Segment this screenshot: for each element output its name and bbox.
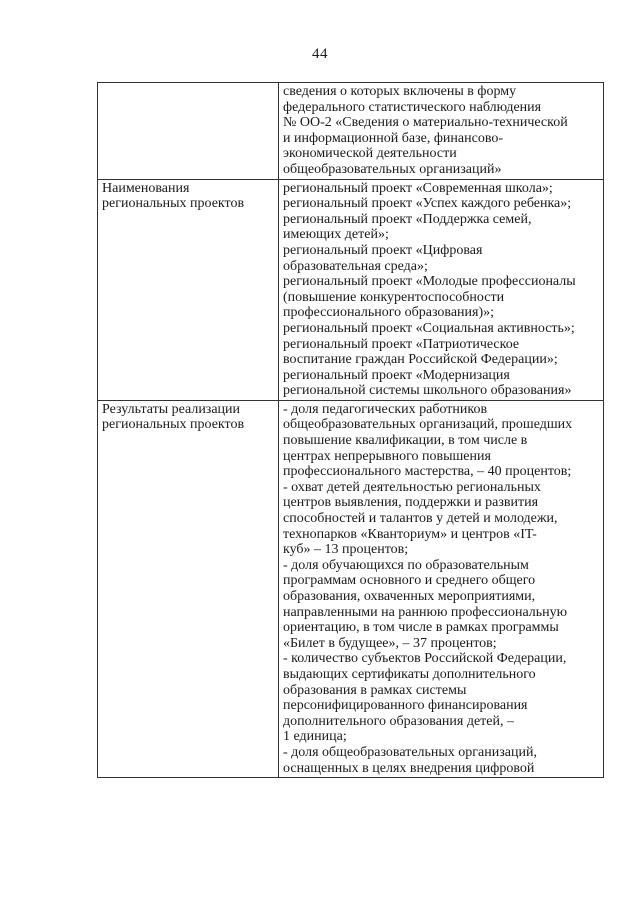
row-content-line: 1 единица; [283,729,347,745]
row-content-line: региональный проект «Успех каждого ребенка»; [283,196,572,212]
row-content-line: оснащенных в целях внедрения цифровой [283,760,535,776]
row-label-cell [98,400,279,777]
row-content-line: повышение квалификации, в том числе в [283,433,528,449]
row-content-line: персонифицированного финансирования [283,698,528,714]
row-content-line: и информационной базе, финансово- [283,130,504,146]
row-content-line: экономической деятельности [283,146,457,162]
row-content-line: дополнительного образования детей, – [283,713,514,729]
row-content-line: федерального статистического наблюдения [283,99,542,115]
row-content-line: региональный проект «Патриотическое [283,336,520,352]
row-content-line: - охват детей деятельностью региональных [283,479,541,495]
row-content-line: способностей и талантов у детей и молодежи, [283,511,558,527]
row-content-line: технопарков «Кванториум» и центров «IT- [283,526,537,542]
table-row [98,400,604,777]
row-content-line: профессионального образования)»; [283,305,495,321]
row-content-line: выдающих сертификаты дополнительного [283,666,536,682]
row-label-line: региональных проектов [102,417,245,433]
row-content-line: куб» – 13 процентов; [283,542,409,558]
row-content-line: общеобразовательных организаций, прошедших [283,417,573,433]
row-content-line: региональный проект «Поддержка семей, [283,211,532,227]
row-content-line: региональный проект «Модернизация [283,367,510,383]
row-content-cell [279,400,604,777]
row-content-line: ориентацию, в том числе в рамках программы [283,620,559,636]
row-content-line: «Билет в будущее», – 37 процентов; [283,635,497,651]
row-content-line: - доля общеобразовательных организаций, [283,744,537,760]
row-label-line: региональных проектов [102,196,245,212]
row-content-line: - количество субъектов Российской Федерации, [283,651,567,667]
row-content-line: программам основного и среднего общего [283,573,536,589]
row-content-line: образовательная среда»; [283,258,428,274]
row-label-cell [98,83,279,180]
row-content-line: имеющих детей»; [283,227,389,243]
row-content-line: центров выявления, поддержки и развития [283,495,539,511]
row-content-cell [279,83,604,180]
table-row [98,179,604,400]
row-content-line: - доля обучающихся по образовательным [283,557,529,573]
row-content-line: региональный проект «Цифровая [283,242,483,258]
passport-table [97,82,604,778]
row-content-line: общеобразовательных организаций» [283,161,502,177]
row-content-line: - доля педагогических работников [283,401,488,417]
row-content-line: воспитание граждан Российской Федерации»; [283,352,558,368]
row-content-line: образования в рамках системы [283,682,467,698]
row-content-line: региональный проект «Современная школа»; [283,180,553,196]
row-content-line: сведения о которых включены в форму [283,84,517,99]
row-label-line: Результаты реализации [102,401,241,417]
row-content-line: образования, охваченных мероприятиями, [283,589,536,604]
row-label-cell [98,179,279,400]
row-content-line: региональной системы школьного образования» [283,383,572,399]
row-content-line: региональный проект «Молодые профессионалы [283,274,576,290]
row-content-line: № ОО-2 «Сведения о материально-технической [283,115,568,131]
row-content-line: профессионального мастерства, – 40 процентов; [283,464,572,480]
row-content-line: направленными на раннюю профессиональную [283,604,568,620]
row-content-line: центрах непрерывного повышения [283,448,491,464]
row-content-line: региональный проект «Социальная активность»; [283,320,575,336]
row-label-line: Наименования [102,180,190,196]
row-content-line: (повышение конкурентоспособности [283,289,505,305]
page-number: 44 [312,46,328,62]
row-content-cell [279,179,604,400]
table-row [98,83,604,180]
